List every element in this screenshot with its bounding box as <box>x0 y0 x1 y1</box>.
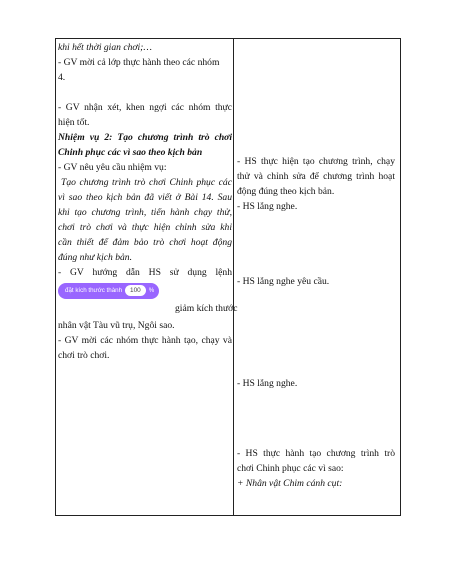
text-line: khi hết thời gian chơi;… <box>58 42 152 53</box>
text-line: hiện tốt. <box>58 117 90 128</box>
teacher-activities-column <box>58 40 238 363</box>
text-line: - HS thực hiện tạo chương trình, chạy <box>237 156 395 167</box>
block-label: đặt kích thước thành <box>65 287 123 294</box>
text-line: giảm kích thước <box>175 303 238 314</box>
task-description: Tạo chương trình trò chơi Chinh phục các <box>61 177 232 188</box>
text-line: chơi trò chơi. <box>58 350 110 361</box>
block-value: 100 <box>125 285 146 296</box>
text-line: thử và chỉnh sửa để chương trình hoạt <box>237 171 395 182</box>
task-description: cần thiết để đảm bảo trò chơi hoạt động <box>58 237 232 248</box>
student-activities-block <box>237 446 395 491</box>
text-line: 4. <box>58 72 66 83</box>
text-line: - GV hướng dẫn HS sử dụng lệnh <box>58 267 232 278</box>
text-line: - GV nhận xét, khen ngợi các nhóm thực <box>58 102 232 113</box>
student-activities-block <box>237 376 395 391</box>
text-line: + Nhân vật Chim cánh cụt: <box>237 478 343 489</box>
student-activities-block <box>237 274 395 289</box>
task-description: chơi trò chơi và thực hiện chỉnh sửa khi <box>58 222 232 233</box>
task-description: vì sao theo kịch bản đã viết ở Bài 14. Sau <box>58 192 232 203</box>
student-activities-block <box>237 154 395 214</box>
task-description: đúng như kịch bản. <box>58 252 132 263</box>
task-description: khi tạo chương trình, tiến hành chạy thử, <box>58 207 232 218</box>
text-line: - HS lắng nghe. <box>237 378 298 389</box>
block-unit: % <box>148 287 155 294</box>
text-line: - GV mời cả lớp thực hành theo các nhóm <box>58 57 220 68</box>
text-line: động đúng theo kịch bản. <box>237 186 335 197</box>
set-size-block <box>58 283 159 299</box>
text-line: - HS lắng nghe yêu cầu. <box>237 276 330 287</box>
text-line: chơi Chinh phục các vì sao: <box>237 463 344 474</box>
block-row <box>58 280 238 318</box>
text-line: - HS thực hành tạo chương trình trò <box>237 448 395 459</box>
text-line: - GV nêu yêu cầu nhiệm vụ: <box>58 162 167 173</box>
task-heading: Chinh phục các vì sao theo kịch bản <box>58 147 203 158</box>
task-heading: Nhiệm vụ 2: Tạo chương trình trò chơi <box>58 132 232 143</box>
column-divider <box>233 38 234 516</box>
text-line: - GV mời các nhóm thực hành tạo, chạy và <box>58 335 232 346</box>
text-line: - HS lắng nghe. <box>237 201 298 212</box>
text-line: nhân vật Tàu vũ trụ, Ngôi sao. <box>58 320 175 331</box>
